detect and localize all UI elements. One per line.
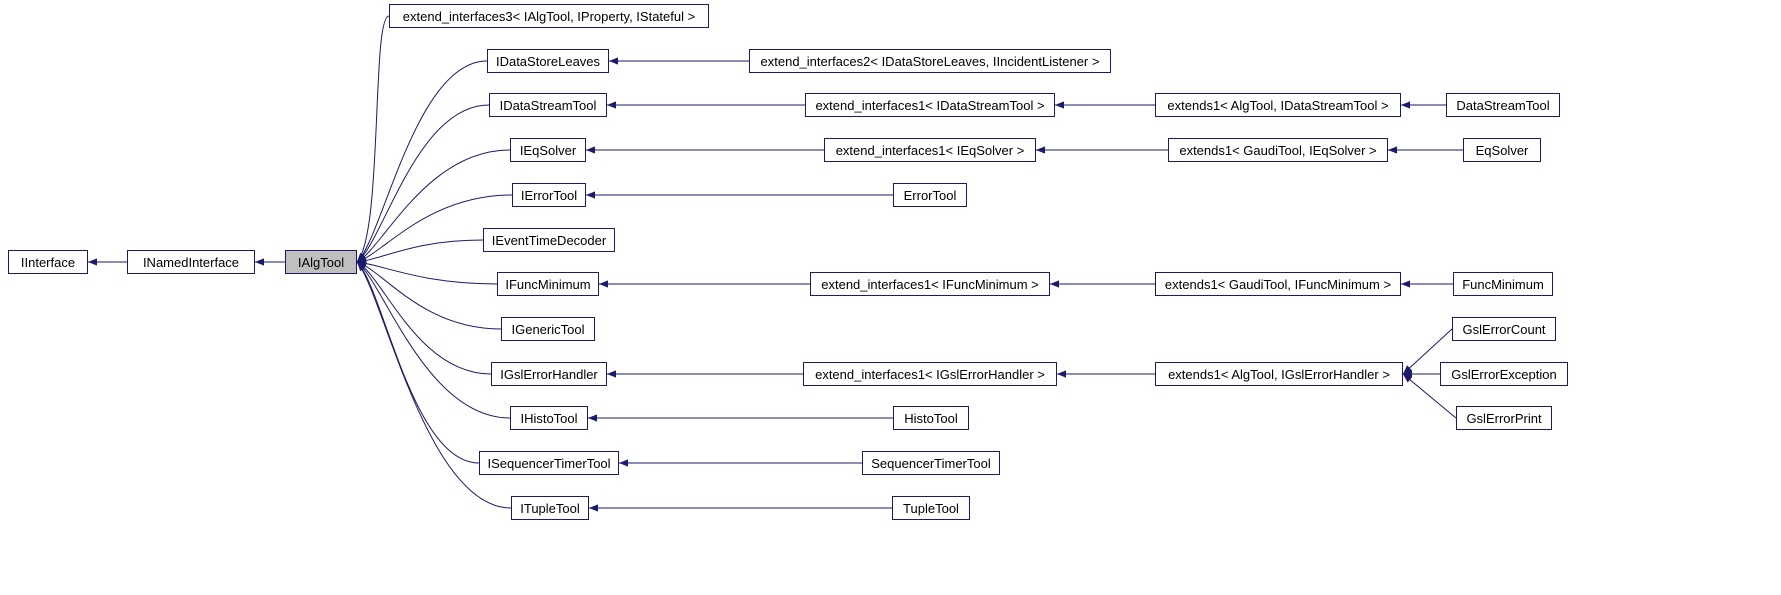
node-idatastreamtool[interactable]: IDataStreamTool	[489, 93, 607, 117]
arrowhead	[1401, 280, 1410, 287]
arrowhead	[619, 459, 628, 466]
node-ieventtimedecoder[interactable]: IEventTimeDecoder	[483, 228, 615, 252]
node-funcminimum[interactable]: FuncMinimum	[1453, 272, 1553, 296]
node-extend1_fm[interactable]: extend_interfaces1< IFuncMinimum >	[810, 272, 1050, 296]
arrowhead	[357, 254, 366, 262]
arrowhead	[1403, 370, 1412, 377]
node-extends1_dst[interactable]: extends1< AlgTool, IDataStreamTool >	[1155, 93, 1401, 117]
node-ieqsolver[interactable]: IEqSolver	[510, 138, 586, 162]
arrowhead	[357, 255, 367, 262]
arrowhead	[357, 262, 367, 269]
node-extend1_gsl[interactable]: extend_interfaces1< IGslErrorHandler >	[803, 362, 1057, 386]
node-extend3[interactable]: extend_interfaces3< IAlgTool, IProperty, IStateful >	[389, 4, 709, 28]
arrowhead	[588, 414, 597, 421]
node-extends1_gsl[interactable]: extends1< AlgTool, IGslErrorHandler >	[1155, 362, 1403, 386]
arrowhead	[609, 57, 618, 64]
arrowhead	[1036, 146, 1045, 153]
edge-ihistotool-to-ialgtool	[357, 262, 510, 418]
node-eqsolver[interactable]: EqSolver	[1463, 138, 1541, 162]
edge-isequencertimertool-to-ialgtool	[357, 262, 479, 463]
arrowhead	[357, 253, 366, 262]
arrowhead	[586, 191, 595, 198]
arrowhead	[589, 504, 598, 511]
edge-idatastreamtool-to-ialgtool	[357, 105, 489, 262]
node-gslerrorprint[interactable]: GslErrorPrint	[1456, 406, 1552, 430]
edge-extend3-to-ialgtool	[357, 16, 389, 262]
arrowhead	[1401, 101, 1410, 108]
node-itupletool[interactable]: ITupleTool	[511, 496, 589, 520]
edge-igenerictool-to-ialgtool	[357, 262, 501, 329]
node-errortool[interactable]: ErrorTool	[893, 183, 967, 207]
node-idatastoreleaves[interactable]: IDataStoreLeaves	[487, 49, 609, 73]
node-gslerrorexception[interactable]: GslErrorException	[1440, 362, 1568, 386]
node-igslerrorhandler[interactable]: IGslErrorHandler	[491, 362, 607, 386]
node-extend1_eq[interactable]: extend_interfaces1< IEqSolver >	[824, 138, 1036, 162]
node-iinterface[interactable]: IInterface	[8, 250, 88, 274]
node-isequencertimertool[interactable]: ISequencerTimerTool	[479, 451, 619, 475]
arrowhead	[586, 146, 595, 153]
node-gslerrorcount[interactable]: GslErrorCount	[1452, 317, 1556, 341]
node-ihistotool[interactable]: IHistoTool	[510, 406, 588, 430]
arrowhead	[357, 262, 366, 271]
edge-ifuncminimum-to-ialgtool	[357, 262, 497, 284]
node-ialgtool[interactable]: IAlgTool	[285, 250, 357, 274]
arrowhead	[357, 259, 366, 266]
arrowhead	[357, 262, 366, 271]
arrowhead	[357, 262, 366, 270]
node-extends1_fm[interactable]: extends1< GaudiTool, IFuncMinimum >	[1155, 272, 1401, 296]
arrowhead	[357, 261, 367, 268]
node-inamedinterface[interactable]: INamedInterface	[127, 250, 255, 274]
arrowhead	[1055, 101, 1064, 108]
arrowhead	[1403, 365, 1412, 374]
arrowhead	[1057, 370, 1066, 377]
edge-igslerrorhandler-to-ialgtool	[357, 262, 491, 374]
node-ierrortool[interactable]: IErrorTool	[512, 183, 586, 207]
edge-ieventtimedecoder-to-ialgtool	[357, 240, 483, 262]
arrowhead	[1050, 280, 1059, 287]
arrowhead	[599, 280, 608, 287]
arrowhead	[607, 370, 616, 377]
arrowhead	[357, 258, 366, 265]
arrowhead	[357, 256, 367, 263]
node-datastreamtool[interactable]: DataStreamTool	[1446, 93, 1560, 117]
arrowhead	[255, 258, 264, 265]
arrowhead	[1388, 146, 1397, 153]
arrowhead	[357, 253, 366, 262]
arrowhead	[1403, 374, 1412, 383]
node-extends1_eq[interactable]: extends1< GaudiTool, IEqSolver >	[1168, 138, 1388, 162]
node-histotool[interactable]: HistoTool	[893, 406, 969, 430]
node-tupletool[interactable]: TupleTool	[892, 496, 970, 520]
arrowhead	[607, 101, 616, 108]
node-extend1_dst[interactable]: extend_interfaces1< IDataStreamTool >	[805, 93, 1055, 117]
node-extend2_dsl[interactable]: extend_interfaces2< IDataStoreLeaves, IIncidentListener >	[749, 49, 1111, 73]
arrowhead	[88, 258, 97, 265]
node-ifuncminimum[interactable]: IFuncMinimum	[497, 272, 599, 296]
node-sequencertimertool[interactable]: SequencerTimerTool	[862, 451, 1000, 475]
edge-idatastoreleaves-to-ialgtool	[357, 61, 487, 262]
node-igenerictool[interactable]: IGenericTool	[501, 317, 595, 341]
